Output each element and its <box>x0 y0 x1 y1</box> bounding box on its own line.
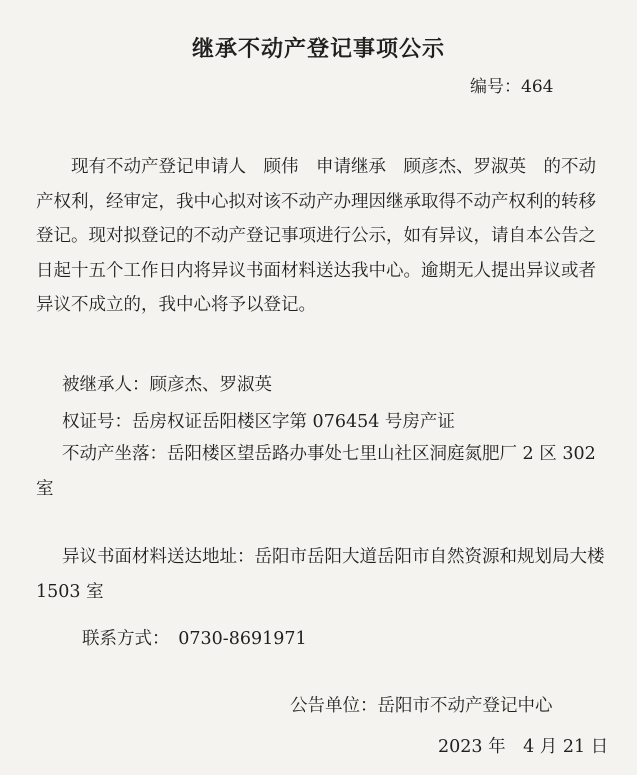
objection-address: 异议书面材料送达地址：岳阳市岳阳大道岳阳市自然资源和规划局大楼 1503 室 <box>36 547 605 602</box>
location-line: 不动产坐落：岳阳楼区望岳路办事处七里山社区洞庭氮肥厂 2 区 302 室 <box>36 444 596 499</box>
objection-address-block <box>36 540 608 609</box>
document-title: 继承不动产登记事项公示 <box>191 37 445 62</box>
issue-date: 2023 年 4 月 21 日 <box>438 737 609 757</box>
main-paragraph-block <box>36 150 608 323</box>
decedent-line: 被继承人：顾彦杰、罗淑英 <box>62 375 272 395</box>
notice-paragraph: 现有不动产登记申请人 顾伟 申请继承 顾彦杰、罗淑英 的不动产权利，经审定，我中心拟对该不动产办理因继承取得不动产权利的转移登记。现对拟登记的不动产登记事项进行公示，如有异议，请自本公告之日起十五个工作日内将异议书面材料送达我中心。逾期无人提出异议或者异议不成立的，我中心将予以登记。 <box>36 157 596 315</box>
contact-line: 联系方式： 0730-8691971 <box>82 629 307 649</box>
issuer-signature: 公告单位：岳阳市不动产登记中心 <box>290 696 553 716</box>
serial-number: 编号：464 <box>470 77 554 97</box>
certificate-line: 权证号：岳房权证岳阳楼区字第 076454 号房产证 <box>62 412 455 432</box>
